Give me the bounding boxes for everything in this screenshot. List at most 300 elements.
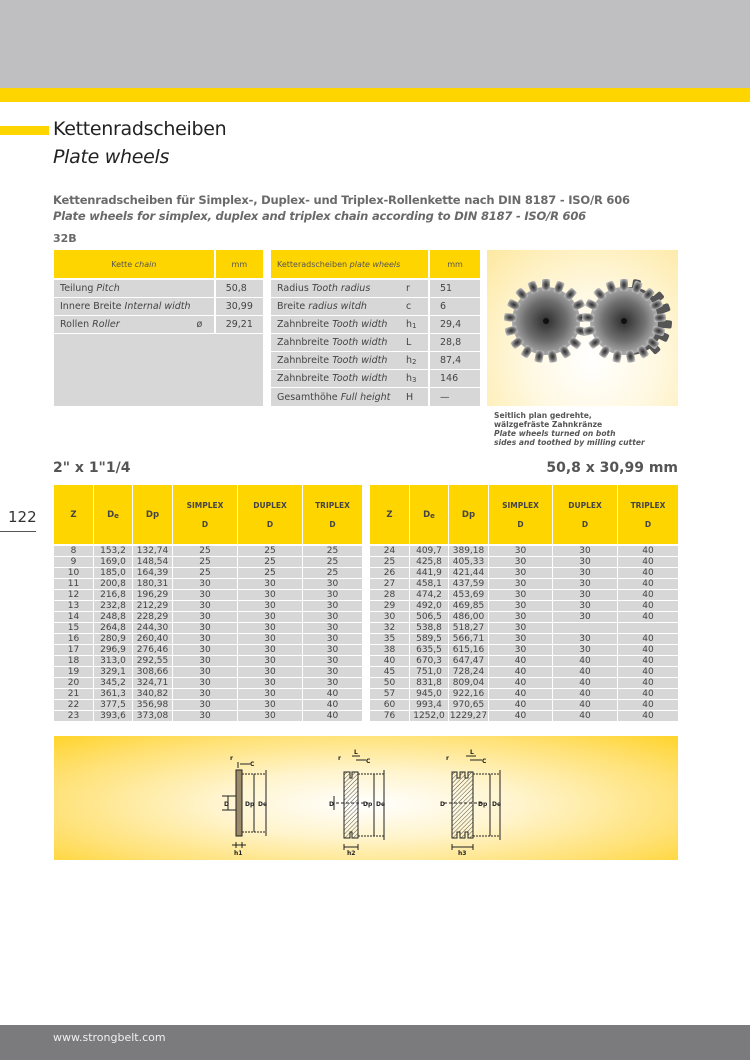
- table-row: [54, 611, 362, 622]
- cell-de: 409,7: [409, 544, 448, 556]
- cell-duplex-d: 40: [552, 666, 617, 677]
- cell-de: 492,0: [409, 600, 448, 611]
- cell-dp: 180,31: [132, 578, 172, 589]
- label-dp: Dp: [478, 801, 488, 808]
- product-photo: [487, 250, 678, 406]
- cell-z: 16: [54, 633, 93, 644]
- label-h3: h3: [458, 850, 467, 856]
- table-row: [54, 280, 263, 298]
- cell-triplex-d: 25: [302, 567, 362, 578]
- label-l: L: [354, 749, 358, 756]
- cell-z: 35: [370, 633, 409, 644]
- cell-triplex-d: 40: [617, 578, 678, 589]
- row-value: 29,21: [214, 316, 263, 334]
- cell-de: 506,5: [409, 611, 448, 622]
- cell-simplex-d: 30: [172, 666, 237, 677]
- table-row: [370, 556, 678, 567]
- row-symbol-sub: 2: [412, 358, 417, 366]
- row-label-de: Innere Breite: [60, 301, 125, 312]
- table-row: [54, 622, 362, 633]
- cell-duplex-d: 30: [237, 699, 302, 710]
- row-label-de: Zahnbreite: [277, 373, 333, 384]
- cell-duplex-d: 30: [237, 677, 302, 688]
- subtitle-de: Kettenradscheiben für Simplex-, Duplex- und Triplex-Rollenkette nach DIN 8187 - ISO/R 606: [53, 193, 630, 207]
- col-z: Z: [370, 485, 409, 544]
- col-duplex-d: D: [581, 519, 589, 529]
- cell-simplex-d: 40: [488, 677, 552, 688]
- cell-de: 313,0: [93, 655, 132, 666]
- cell-duplex-d: 30: [237, 589, 302, 600]
- table-row: [370, 600, 678, 611]
- table-row: [271, 298, 480, 316]
- table-row: [271, 334, 480, 352]
- label-de: De: [492, 801, 502, 808]
- size-mm: 50,8 x 30,99 mm: [546, 460, 678, 476]
- cell-z: 10: [54, 567, 93, 578]
- cell-simplex-d: 30: [172, 699, 237, 710]
- col-duplex-d: D: [266, 519, 274, 529]
- drawing-simplex: [214, 752, 284, 856]
- table-row: [54, 644, 362, 655]
- cell-dp: 132,74: [132, 544, 172, 556]
- cell-simplex-d: 30: [172, 633, 237, 644]
- cell-dp: 1229,27: [449, 711, 488, 721]
- cell-dp: 566,71: [448, 633, 488, 644]
- label-r: r: [338, 755, 341, 762]
- cell-dp: 970,65: [448, 699, 488, 710]
- cell-simplex-d: 30: [172, 710, 237, 721]
- cell-simplex-d: 30: [488, 589, 552, 600]
- cell-de: 185,0: [93, 567, 132, 578]
- cell-duplex-d: 25: [237, 567, 302, 578]
- row-label-de: Radius: [277, 283, 312, 294]
- table-row: [54, 600, 362, 611]
- label-c: C: [250, 761, 255, 768]
- caption-en-line2: sides and toothed by milling cutter: [494, 438, 645, 447]
- top-yellow-stripe: [0, 88, 750, 102]
- cell-duplex-d: 30: [552, 544, 617, 556]
- cell-triplex-d: 30: [302, 622, 362, 633]
- label-c: C: [366, 758, 371, 765]
- cell-triplex-d: 40: [617, 567, 678, 578]
- label-d: D: [224, 801, 229, 808]
- col-duplex-label: DUPLEX: [253, 500, 287, 510]
- cell-dp: 647,47: [448, 655, 488, 666]
- cell-z: 45: [370, 666, 409, 677]
- cell-simplex-d: 25: [172, 567, 237, 578]
- row-label-de: Zahnbreite: [277, 337, 333, 348]
- table-row: [54, 677, 362, 688]
- cell-duplex-d: 40: [552, 710, 617, 721]
- table-row: [370, 567, 678, 578]
- row-label-de: Breite: [277, 301, 309, 312]
- row-symbol-sub: 3: [412, 376, 417, 384]
- cell-de: 538,8: [409, 622, 448, 633]
- cell-de: 329,1: [93, 666, 132, 677]
- cell-de: 589,5: [409, 633, 448, 644]
- row-value: 28,8: [428, 334, 480, 352]
- page-title-en: Plate wheels: [53, 146, 170, 168]
- cell-duplex-d: 40: [552, 655, 617, 666]
- col-simplex-label: SIMPLEX: [502, 500, 539, 510]
- cell-simplex-d: 30: [488, 544, 552, 556]
- cell-duplex-d: 40: [552, 699, 617, 710]
- cell-simplex-d: 30: [172, 622, 237, 633]
- cell-z: 22: [54, 699, 93, 710]
- table-row: [370, 666, 678, 677]
- cell-duplex-d: 30: [552, 600, 617, 611]
- chain-spec-table: [54, 250, 263, 406]
- caption-en-line1: Plate wheels turned on both: [494, 429, 616, 438]
- cell-triplex-d: [617, 622, 678, 633]
- cell-de: 264,8: [93, 622, 132, 633]
- cell-de: 296,9: [93, 644, 132, 655]
- cell-z: 8: [54, 544, 93, 556]
- cell-dp: 340,82: [132, 688, 172, 699]
- row-symbol: c: [406, 301, 412, 312]
- cell-de: 361,3: [93, 688, 132, 699]
- cell-de: 232,8: [93, 600, 132, 611]
- cell-duplex-d: 30: [552, 578, 617, 589]
- page-number-rule: [0, 531, 36, 532]
- table-row: [54, 699, 362, 710]
- wheel-spec-table: [271, 250, 480, 406]
- cell-de: 345,2: [93, 677, 132, 688]
- row-label-en: Tooth radius: [311, 283, 371, 294]
- cell-z: 30: [370, 611, 409, 622]
- cell-de: 393,6: [93, 710, 132, 721]
- row-label-de: Teilung: [60, 283, 97, 294]
- cell-triplex-d: 40: [617, 699, 678, 710]
- table-row: [370, 611, 678, 622]
- cell-triplex-d: 30: [302, 677, 362, 688]
- cell-dp: 405,33: [448, 556, 488, 567]
- cell-simplex-d: 30: [488, 611, 552, 622]
- table-row: [271, 388, 480, 406]
- cell-duplex-d: 30: [552, 611, 617, 622]
- col-simplex: [488, 485, 552, 544]
- label-dp: Dp: [363, 801, 373, 808]
- col-duplex: [552, 485, 617, 544]
- table-row: [370, 710, 678, 721]
- cell-duplex-d: 30: [237, 644, 302, 655]
- table-row: [54, 633, 362, 644]
- table-row: [370, 544, 678, 556]
- cell-z: 24: [370, 544, 409, 556]
- row-symbol: [197, 298, 214, 316]
- cell-simplex-d: 30: [488, 556, 552, 567]
- cell-triplex-d: 30: [302, 666, 362, 677]
- cell-z: 11: [54, 578, 93, 589]
- cell-triplex-d: 40: [617, 633, 678, 644]
- label-c: C: [482, 758, 487, 765]
- row-value: 30,99: [214, 298, 263, 316]
- cell-de: 153,2: [93, 544, 132, 556]
- col-de-label: D: [107, 509, 115, 520]
- row-label-en: Roller: [92, 319, 120, 330]
- cell-triplex-d: 40: [617, 611, 678, 622]
- cell-z: 18: [54, 655, 93, 666]
- col-simplex: [172, 485, 237, 544]
- col-triplex: [302, 485, 362, 544]
- cell-duplex-d: 30: [552, 633, 617, 644]
- cell-duplex-d: 30: [552, 644, 617, 655]
- cell-dp: 469,85: [448, 600, 488, 611]
- cell-dp: 196,29: [132, 589, 172, 600]
- cell-triplex-d: 40: [617, 589, 678, 600]
- table-row: [271, 316, 480, 334]
- photo-caption: [494, 411, 645, 447]
- cell-simplex-d: 40: [488, 710, 552, 721]
- cell-triplex-d: 40: [302, 688, 362, 699]
- label-dp: Dp: [245, 801, 255, 808]
- row-label-en: Tooth width: [332, 337, 388, 348]
- table-row: [370, 578, 678, 589]
- table-row: [370, 699, 678, 710]
- cell-duplex-d: 30: [237, 611, 302, 622]
- table-row: [370, 655, 678, 666]
- cell-simplex-d: 30: [488, 633, 552, 644]
- label-l: L: [470, 749, 474, 756]
- cell-dp: 728,24: [448, 666, 488, 677]
- cell-de: 169,0: [93, 556, 132, 567]
- cell-simplex-d: 40: [488, 699, 552, 710]
- col-duplex-label: DUPLEX: [568, 500, 602, 510]
- cell-triplex-d: 40: [617, 655, 678, 666]
- table-row: [370, 633, 678, 644]
- dimensions-table-left: [54, 485, 362, 721]
- cell-dp: 148,54: [132, 556, 172, 567]
- cell-de: 425,8: [409, 556, 448, 567]
- cell-z: 32: [370, 622, 409, 633]
- cell-triplex-d: 30: [302, 655, 362, 666]
- col-triplex-d: D: [329, 519, 336, 529]
- cell-dp: 356,98: [132, 699, 172, 710]
- cell-z: 19: [54, 666, 93, 677]
- cell-simplex-d: 30: [172, 688, 237, 699]
- cell-dp: 922,16: [448, 688, 488, 699]
- cell-z: 40: [370, 655, 409, 666]
- row-symbol-sub: 1: [412, 322, 417, 330]
- header-en: plate wheels: [349, 259, 401, 269]
- wheel-spec-unit: mm: [428, 250, 480, 280]
- table-row: [370, 589, 678, 600]
- label-r: r: [230, 755, 233, 762]
- cell-dp: 809,04: [448, 677, 488, 688]
- row-value: 50,8: [214, 280, 263, 298]
- cell-de: 635,5: [409, 644, 448, 655]
- table-row: [54, 556, 362, 567]
- label-de: De: [376, 801, 386, 808]
- cell-simplex-d: 25: [172, 544, 237, 556]
- cell-triplex-d: 40: [617, 688, 678, 699]
- cell-triplex-d: 40: [617, 544, 678, 556]
- header-de: Kette: [111, 259, 135, 269]
- cell-z: 21: [54, 688, 93, 699]
- cell-simplex-d: 30: [488, 600, 552, 611]
- cell-de: 377,5: [93, 699, 132, 710]
- cell-duplex-d: 25: [237, 544, 302, 556]
- cell-z: 23: [54, 710, 93, 721]
- table-row: [370, 677, 678, 688]
- table-row: [54, 578, 362, 589]
- cell-simplex-d: 30: [488, 567, 552, 578]
- cell-dp: 228,29: [132, 611, 172, 622]
- cell-de: 670,3: [409, 655, 448, 666]
- cell-triplex-d: 30: [302, 589, 362, 600]
- cell-duplex-d: 30: [552, 556, 617, 567]
- cell-dp: 389,18: [448, 544, 488, 556]
- cell-triplex-d: 30: [302, 600, 362, 611]
- cell-duplex-d: 40: [552, 688, 617, 699]
- cell-de: 248,8: [93, 611, 132, 622]
- cell-dp: 292,55: [132, 655, 172, 666]
- cell-simplex-d: 30: [172, 589, 237, 600]
- cell-de: 1252,0: [409, 710, 448, 721]
- col-triplex-d: D: [644, 519, 652, 529]
- col-de-sub: e: [114, 511, 119, 520]
- header-de: Ketteradscheiben: [277, 259, 350, 269]
- cell-z: 60: [370, 699, 409, 710]
- cell-dp: 164,39: [132, 567, 172, 578]
- cell-triplex-d: 40: [617, 666, 678, 677]
- header-en: chain: [134, 259, 157, 269]
- caption-de-line2: wälzgefräste Zahnkränze: [494, 420, 603, 429]
- row-label-en: Tooth width: [332, 373, 388, 384]
- cell-triplex-d: 30: [302, 633, 362, 644]
- row-value: —: [428, 388, 480, 406]
- cell-triplex-d: 30: [302, 578, 362, 589]
- drawing-triplex: [432, 748, 528, 856]
- caption-de-line1: Seitlich plan gedrehte,: [494, 411, 592, 420]
- subtitle-en: Plate wheels for simplex, duplex and triplex chain according to DIN 8187 - ISO/R 606: [53, 209, 586, 223]
- col-duplex: [237, 485, 302, 544]
- table-row: [370, 644, 678, 655]
- cell-simplex-d: 40: [488, 688, 552, 699]
- drawing-duplex: [324, 748, 404, 856]
- cell-simplex-d: 30: [172, 655, 237, 666]
- row-symbol: h: [406, 319, 413, 330]
- cell-z: 27: [370, 578, 409, 589]
- row-label-de: Gesamthöhe: [277, 391, 341, 403]
- row-label-en: Pitch: [96, 283, 120, 294]
- col-triplex-label: TRIPLEX: [315, 500, 350, 510]
- cell-duplex-d: 40: [552, 677, 617, 688]
- cell-duplex-d: 30: [237, 600, 302, 611]
- table-row: [54, 544, 362, 556]
- label-d: D: [329, 801, 334, 808]
- cell-z: 38: [370, 644, 409, 655]
- cell-duplex-d: 30: [237, 622, 302, 633]
- row-label-en: radius witdh: [308, 301, 367, 312]
- cell-z: 50: [370, 677, 409, 688]
- technical-drawings-panel: [54, 736, 678, 860]
- row-label-de: Rollen: [60, 319, 93, 330]
- table-row: [54, 655, 362, 666]
- table-row: [54, 298, 263, 316]
- row-label-de: Zahnbreite: [277, 319, 333, 330]
- cell-simplex-d: 30: [488, 644, 552, 655]
- row-value: 87,4: [428, 352, 480, 370]
- cell-de: 441,9: [409, 567, 448, 578]
- cell-duplex-d: 30: [237, 666, 302, 677]
- col-simplex-label: SIMPLEX: [186, 500, 224, 510]
- table-row: [54, 666, 362, 677]
- cell-simplex-d: 30: [172, 611, 237, 622]
- cell-z: 29: [370, 600, 409, 611]
- row-value: 6: [428, 298, 480, 316]
- cell-dp: 615,16: [448, 644, 488, 655]
- cell-de: 280,9: [93, 633, 132, 644]
- cell-triplex-d: 40: [617, 710, 678, 721]
- row-value: 51: [428, 280, 480, 298]
- table-row: [271, 280, 480, 298]
- table-row: [271, 370, 480, 388]
- footer-website-link[interactable]: www.strongbelt.com: [53, 1031, 166, 1044]
- table-row: [370, 688, 678, 699]
- cell-duplex-d: 30: [237, 633, 302, 644]
- cell-simplex-d: 40: [488, 655, 552, 666]
- top-gray-band: [0, 0, 750, 88]
- cell-duplex-d: 30: [237, 578, 302, 589]
- sprocket-duplex-image: [581, 278, 675, 364]
- row-label-en: Tooth width: [332, 355, 388, 366]
- cell-de: 993,4: [409, 699, 448, 710]
- cell-dp: 373,08: [132, 710, 172, 721]
- sprocket-simplex-image: [503, 278, 589, 364]
- cell-duplex-d: 25: [237, 556, 302, 567]
- col-dp: Dp: [448, 485, 488, 544]
- title-marker: [0, 126, 49, 135]
- col-simplex-d: D: [201, 519, 209, 529]
- cell-dp: 244,30: [132, 622, 172, 633]
- cell-dp: 308,66: [132, 666, 172, 677]
- cell-de: 474,2: [409, 589, 448, 600]
- table-row: [54, 567, 362, 578]
- chain-code: 32B: [53, 232, 77, 245]
- cell-simplex-d: 30: [172, 600, 237, 611]
- cell-duplex-d: 30: [237, 688, 302, 699]
- col-dp: Dp: [132, 485, 172, 544]
- cell-triplex-d: 40: [302, 710, 362, 721]
- row-label-en: Tooth width: [332, 319, 388, 330]
- col-triplex: [617, 485, 678, 544]
- col-de: [93, 485, 132, 544]
- table-row: [370, 622, 678, 633]
- cell-simplex-d: 30: [488, 622, 552, 633]
- cell-de: 200,8: [93, 578, 132, 589]
- cell-dp: 260,40: [132, 633, 172, 644]
- cell-dp: 437,59: [448, 578, 488, 589]
- cell-duplex-d: [552, 622, 617, 633]
- cell-dp: 421,44: [448, 567, 488, 578]
- cell-dp: 212,29: [132, 600, 172, 611]
- table-row: [54, 710, 362, 721]
- cell-de: 751,0: [409, 666, 448, 677]
- cell-z: 57: [370, 688, 409, 699]
- cell-de: 831,8: [409, 677, 448, 688]
- cell-de: 216,8: [93, 589, 132, 600]
- cell-duplex-d: 30: [552, 589, 617, 600]
- row-symbol: L: [406, 337, 412, 348]
- cell-triplex-d: 40: [617, 677, 678, 688]
- cell-z: 13: [54, 600, 93, 611]
- row-symbol: r: [406, 283, 410, 294]
- cell-z: 15: [54, 622, 93, 633]
- cell-dp: 486,00: [448, 611, 488, 622]
- table-row: [54, 688, 362, 699]
- page-title-de: Kettenradscheiben: [53, 118, 227, 140]
